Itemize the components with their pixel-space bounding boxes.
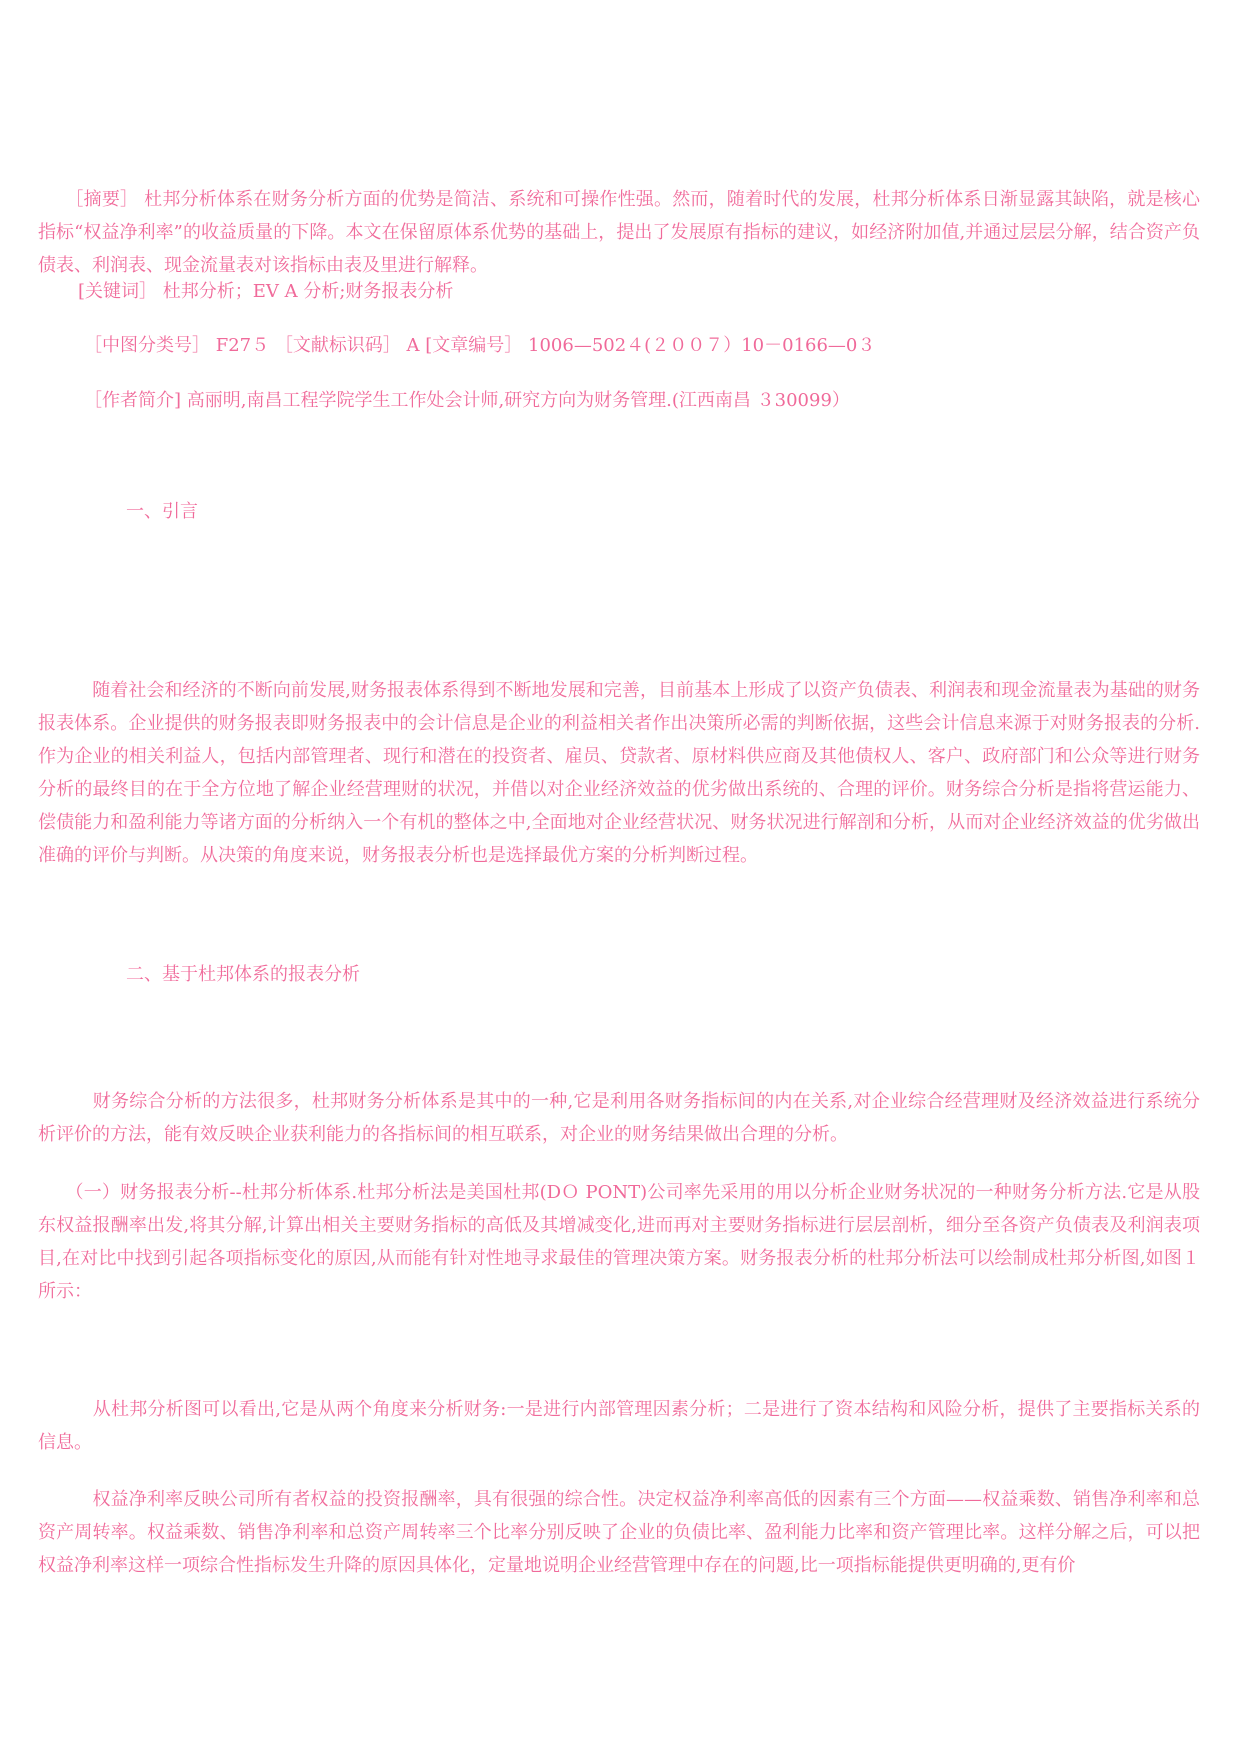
dupont-method-paragraph: （一）财务报表分析--杜邦分析体系.杜邦分析法是美国杜邦(DＯ PONT)公司率先采用的用以分析企业财务状况的一种财务分析方法.它是从股东权益报酬率出发,将其分解,计算出相关主要财务指标的高低及其增减变化,进而再对主要财务指标进行层层剖析，细分至各资产负债表及利润表项目,在对比中找到引起各项指标变化的原因,从而能有针对性地寻求最佳的管理决策方案。财务报表分析的杜邦分析法可以绘制成杜邦分析图,如图１所示： bbox=[38, 1182, 1200, 1302]
dupont-intro-paragraph: 财务综合分析的方法很多，杜邦财务分析体系是其中的一种,它是利用各财务指标间的内在关系,对企业综合经营理财及经济效益进行系统分析评价的方法，能有效反映企业获利能力的各指标间的相互联系，对企业的财务结果做出合理的分析。 bbox=[38, 1091, 1200, 1145]
intro-paragraph: 随着社会和经济的不断向前发展,财务报表体系得到不断地发展和完善，目前基本上形成了以资产负债表、利润表和现金流量表为基础的财务报表体系。企业提供的财务报表即财务报表中的会计信息是企业的利益相关者作出决策所必需的判断依据，这些会计信息来源于对财务报表的分析.作为企业的相关利益人，包括内部管理者、现行和潜在的投资者、雇员、贷款者、原材料供应商及其他债权人、客户、政府部门和公众等进行财务分析的最终目的在于全方位地了解企业经营理财的状况，并借以对企业经济效益的优劣做出系统的、合理的评价。财务综合分析是指将营运能力、偿债能力和盈利能力等诸方面的分析纳入一个有机的整体之中,全面地对企业经营状况、财务状况进行解剖和分析，从而对企业经济效益的优劣做出准确的评价与判断。从决策的角度来说，财务报表分析也是选择最优方案的分析判断过程。 bbox=[38, 680, 1200, 866]
section-heading-dupont: 二、基于杜邦体系的报表分析 bbox=[126, 964, 360, 985]
author-line: ［作者简介] 高丽明,南昌工程学院学生工作处会计师,研究方向为财务管理.(江西南昌 ３30099） bbox=[84, 390, 850, 411]
section-heading-introduction: 一、引言 bbox=[126, 501, 198, 522]
roe-paragraph: 权益净利率反映公司所有者权益的投资报酬率，具有很强的综合性。决定权益净利率高低的因素有三个方面——权益乘数、销售净利率和总资产周转率。权益乘数、销售净利率和总资产周转率三个比率分别反映了企业的负债比率、盈利能力比率和资产管理比率。这样分解之后，可以把权益净利率这样一项综合性指标发生升降的原因具体化，定量地说明企业经营管理中存在的问题,比一项指标能提供更明确的,更有价 bbox=[38, 1489, 1200, 1576]
classification-line: ［中图分类号］ F27５ ［文献标识码］ A [文章编号］ 1006—502４(２００７）10－0166—0３ bbox=[84, 335, 876, 356]
keywords-line: [关键词］ 杜邦分析；EV A 分析;财务报表分析 bbox=[78, 281, 454, 302]
abstract-paragraph: ［摘要］ 杜邦分析体系在财务分析方面的优势是简洁、系统和可操作性强。然而，随着时代的发展，杜邦分析体系日渐显露其缺陷，就是核心指标“权益净利率”的收益质量的下降。本文在保留原体系优势的基础上，提出了发展原有指标的建议，如经济附加值,并通过层层分解，结合资产负债表、利润表、现金流量表对该指标由表及里进行解释。 bbox=[38, 189, 1200, 276]
dupont-chart-paragraph: 从杜邦分析图可以看出,它是从两个角度来分析财务:一是进行内部管理因素分析；二是进行了资本结构和风险分析，提供了主要指标关系的信息。 bbox=[38, 1399, 1200, 1453]
